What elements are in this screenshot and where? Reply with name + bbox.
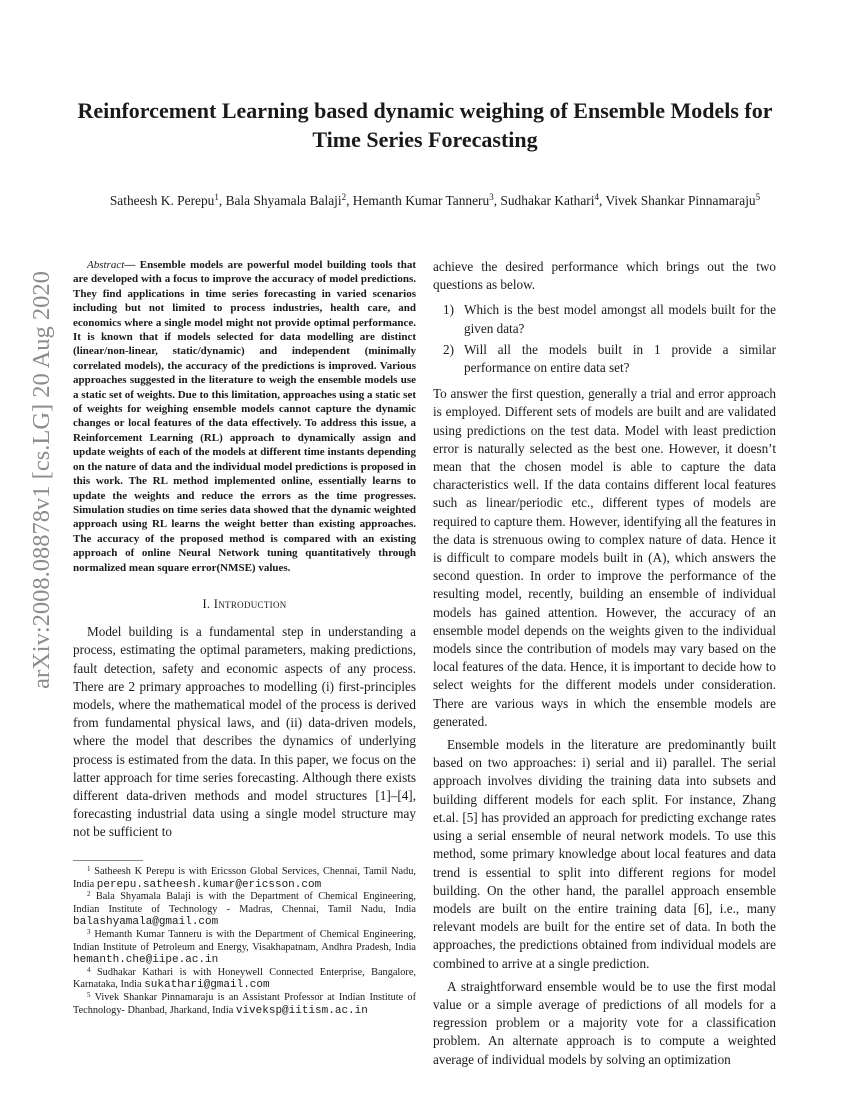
section-title: Introduction — [213, 596, 287, 611]
footnote-text: Bala Shyamala Balaji is with the Department of Chemical Engineering, Indian Institute of Technology - Madras, Chennai, Tamil Nadu, India — [73, 891, 416, 915]
footnote — [73, 992, 416, 1017]
intro-paragraph: Model building is a fundamental step in understanding a process, estimating the optimal parameters, making predictions, fault detection, safety and economic aspects of any process. There are 2 primary approaches to modelling (i) first-principles models, where the mathematical model of the process is derived from fundamental physical laws, and (ii) data-driven models, where the model that describes the dynamics of underlying process is estimated from the data. In this paper, we focus on the latter approach for time series forecasting. Although there exists different data-driven methods and model structures [1]–[4], forecasting industrial data using a single model structure may not be sufficient to — [73, 624, 416, 840]
body-paragraph: Ensemble models in the literature are predominantly built based on two approaches: i) serial and ii) parallel. The serial approach involves dividing the training data into subsets and building different models for each split. For instance, Zhang et.al. [5] has provided an approach for predicting exchange rates using a serial ensemble of neural network models. To use this method, some primary knowledge about local features and data trend is essential to split into different regions for model building. On the other hand, the parallel approach ensemble models are built on the entire training data [6], i.e., many relevant models are built for the entire set of data. In both the approaches, the predictions obtained from individual models are combined to arrive at a single prediction. — [433, 737, 776, 971]
author-list: Satheesh K. Perepu$^1$, Bala Shyamala Balaji$^2$, Hemanth Kumar Tanneru$^3$, Sudhakar Kathari$^4$, Vivek Shankar Pinnamaraju$^5$ — [109, 192, 761, 208]
list-item — [433, 341, 776, 377]
author-name: Sudhakar Kathari — [500, 193, 595, 208]
list-item — [433, 301, 776, 337]
footnotes — [73, 866, 416, 1017]
author-mark: 3 — [489, 192, 494, 202]
abstract-text: Ensemble models are powerful model building tools that are developed with a focus to improve the accuracy of model predictions. They find applications in time series forecasting in varied scenarios including but not limited to process industries, health care, and economics where a single model might not provide optimal performance. It is known that if models selected for data modelling are distinct (linear/non-linear, static/dynamic) and independent (minimally correlated models), the accuracy of the predictions is improved. Various approaches suggested in the literature to weigh the ensemble models use a static set of weights. Due to this limitation, approaches using a static set of weights for weighing ensemble models cannot capture the dynamic changes or local features of the data effectively. To address this issue, a Reinforcement Learning (RL) approach to dynamically assign and update weights of each of the models at different time instants depending on the nature of data and the individual model predictions is proposed in this work. The RL method implemented online, essentially learns to update the weights and reduce the errors as the time progresses. Simulation studies on time series data showed that the dynamic weighted approach using RL learns the weight better than existing approaches. The accuracy of the proposed method is compared with an existing approach of online Neural Network tuning quantitatively through normalized mean square error(NMSE) values. — [73, 259, 416, 574]
footnote-divider — [73, 860, 143, 861]
body-paragraph: To answer the first question, generally a trial and error approach is employed. Different sets of models are built and are validated using predictions on the test data. Model with least prediction error is naturally selected as the best one. However, it doesn’t mean that the chosen model is able to capture the data characteristics well. If the data contains different local features such as linear/periodic etc., different types of models are required to capture them. However, identifying all the features in the data is strenuous owing to complex nature of data. Hence it is difficult to compare models built in (A), which answers the second question. In order to improve the performance of the resulting model, recently, building an ensemble of individual models has gained attention. However, the accuracy of an ensemble model depends on the weights given to the individual models since the contribution of models may vary based on the local features of the data. Hence, it is important to decide how to select weights for the different models under consideration. There are various ways in which the ensemble models are generated. — [433, 386, 776, 729]
author-name: Satheesh K. Perepu — [109, 193, 215, 208]
footnote — [73, 866, 416, 891]
footnote-mark: 4 — [87, 965, 91, 974]
body-paragraph: achieve the desired performance which brings out the two questions as below. — [433, 259, 776, 293]
item-text: Which is the best model amongst all models built for the given data? — [464, 302, 776, 336]
footnote — [73, 929, 416, 967]
section-heading-introduction — [73, 595, 416, 613]
author-name: Hemanth Kumar Tanneru — [352, 193, 490, 208]
footnote-email: hemanth.che@iipe.ac.in — [73, 954, 219, 967]
footnote-email: balashyamala@gmail.com — [73, 916, 219, 929]
item-number: 2) — [443, 341, 454, 357]
abstract-label: Abstract — [87, 259, 125, 271]
footnote-text: Satheesh K Perepu is with Ericsson Global Services, Chennai, Tamil Nadu, India — [73, 866, 416, 890]
footnote — [73, 967, 416, 992]
footnote-mark: 5 — [87, 990, 91, 999]
footnote-email: perepu.satheesh.kumar@ericsson.com — [96, 878, 322, 891]
footnote-mark: 2 — [87, 890, 91, 899]
footnote — [73, 891, 416, 929]
section-numeral: I. — [202, 596, 211, 611]
footnote-text: Vivek Shankar Pinnamaraju is an Assistant Professor at Indian Institute of Technology- Dhanbad, Jharkand, India — [73, 991, 416, 1016]
body-paragraph: A straightforward ensemble would be to use the first modal value or a simple average of predictions of all models for a regression problem or a majority vote for a classification problem. An alternate approach is to compute a weighted average of individual models by solving an optimization — [433, 978, 776, 1067]
footnote-text: Sudhakar Kathari is with Honeywell Connected Enterprise, Bangalore, Karnataka, India — [73, 966, 416, 991]
arxiv-id-text: arXiv:2008.08878v1 [cs.LG] 20 Aug 2020 — [28, 271, 55, 689]
paper-title: Reinforcement Learning based dynamic weighing of Ensemble Models for Time Series Forecasting — [77, 98, 773, 152]
left-column — [73, 258, 416, 842]
footnote-email: sukathari@gmail.com — [144, 979, 270, 992]
item-text: Will all the models built in 1 provide a similar performance on entire data set? — [464, 341, 776, 376]
footnote-mark: 1 — [87, 865, 91, 873]
author-mark: 2 — [341, 192, 347, 202]
author-mark: 1 — [214, 192, 219, 202]
arxiv-stamp — [22, 271, 62, 689]
author-mark: 5 — [755, 192, 761, 202]
question-list — [433, 301, 776, 377]
abstract: Abstract— Ensemble models are powerful model building tools that are developed with a focus to improve the accuracy of model predictions. They find applications in time series forecasting in varied scenarios including but not limited to process industries, health care, and economics where a single model might not provide optimal performance. It is known that if models selected for data modelling are distinct (linear/non-linear, static/dynamic) and independent (minimally correlated models), the accuracy of the predictions is improved. Various approaches suggested in the literature to weigh the ensemble models use a static set of weights. Due to this limitation, approaches using a static set of weights for weighing ensemble models cannot capture the dynamic changes or local features of the data effectively. To address this issue, a Reinforcement Learning (RL) approach to dynamically assign and update weights of each of the models at different time instants depending on the nature of data and the individual model predictions is proposed in this work. The RL method implemented online, essentially learns to update the weights and reduce the errors as the time progresses. Simulation studies on time series data showed that the dynamic weighted approach using RL learns the weight better than existing approaches. The accuracy of the proposed method is compared with an existing approach of online Neural Network tuning quantitatively through normalized mean square error(NMSE) values. — [73, 259, 416, 574]
item-number: 1) — [443, 302, 454, 318]
author-name: Bala Shyamala Balaji — [225, 193, 342, 208]
footnote-mark: 3 — [87, 927, 91, 936]
author-name: Vivek Shankar Pinnamaraju — [605, 193, 756, 208]
footnote-text: Hemanth Kumar Tanneru is with the Department of Chemical Engineering, Indian Institute of Petroleum and Energy, Visakhapatnam, Andhra Pradesh, India — [73, 928, 416, 953]
footnote-email: viveksp@iitism.ac.in — [235, 1004, 368, 1017]
author-mark: 4 — [594, 192, 599, 202]
right-column — [433, 258, 776, 1069]
